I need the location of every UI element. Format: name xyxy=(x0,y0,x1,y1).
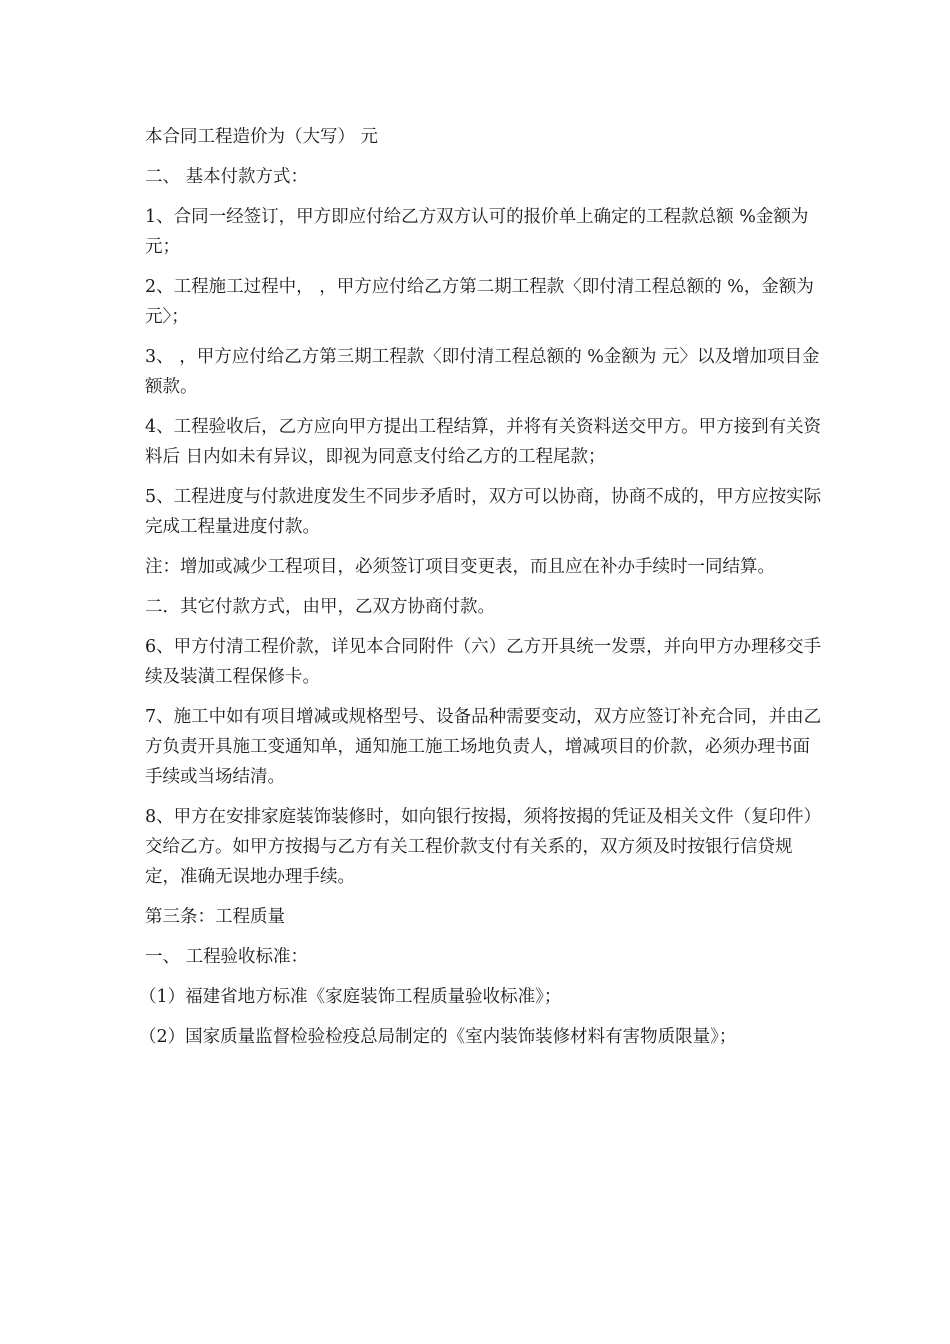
document-body xyxy=(139,122,825,1062)
heading-other-payment: 二．其它付款方式，由甲，乙双方协商付款。 xyxy=(145,597,495,617)
paragraph-item-1: 1、合同一经签订，甲方即应付给乙方双方认可的报价单上确定的工程款总额 %金额为 元； xyxy=(145,207,809,257)
heading-acceptance-standard: 一、 工程验收标准： xyxy=(145,947,309,967)
heading-article-3: 第三条：工程质量 xyxy=(145,907,285,927)
paragraph-item-6: 6、甲方付清工程价款，详见本合同附件（六）乙方开具统一发票，并向甲方办理移交手续及装潢工程保修卡。 xyxy=(145,637,822,687)
paragraph-note: 注：增加或减少工程项目，必须签订项目变更表，而且应在补办手续时一同结算。 xyxy=(145,557,775,577)
paragraph-item-5: 5、工程进度与付款进度发生不同步矛盾时，双方可以协商，协商不成的，甲方应按实际完成工程量进度付款。 xyxy=(145,487,822,537)
paragraph-contract-price: 本合同工程造价为（大写） 元 xyxy=(145,127,379,147)
paragraph-standard-2: （2）国家质量监督检验检疫总局制定的《室内装饰装修材料有害物质限量》； xyxy=(139,1027,737,1047)
paragraph-item-8: 8、甲方在安排家庭装饰装修时，如向银行按揭，须将按揭的凭证及相关文件（复印件）交给乙方。如甲方按揭与乙方有关工程价款支付有关系的，双方须及时按银行信贷规定，准确无误地办理手续。 xyxy=(145,807,822,887)
paragraph-item-7: 7、施工中如有项目增减或规格型号、设备品种需要变动，双方应签订补充合同，并由乙方负责开具施工变通知单，通知施工施工场地负责人，增减项目的价款，必须办理书面手续或当场结清。 xyxy=(145,707,822,787)
paragraph-item-4: 4、工程验收后，乙方应向甲方提出工程结算，并将有关资料送交甲方。甲方接到有关资料后 日内如未有异议，即视为同意支付给乙方的工程尾款； xyxy=(145,417,822,467)
paragraph-standard-1: （1）福建省地方标准《家庭装饰工程质量验收标准》； xyxy=(139,987,562,1007)
paragraph-item-3: 3、 ，甲方应付给乙方第三期工程款〈即付清工程总额的 %金额为 元〉以及增加项目金额款。 xyxy=(145,347,820,397)
paragraph-item-2: 2、工程施工过程中， ，甲方应付给乙方第二期工程款〈即付清工程总额的 %，金额为 元〉； xyxy=(145,277,814,327)
heading-basic-payment: 二、 基本付款方式： xyxy=(145,167,309,187)
